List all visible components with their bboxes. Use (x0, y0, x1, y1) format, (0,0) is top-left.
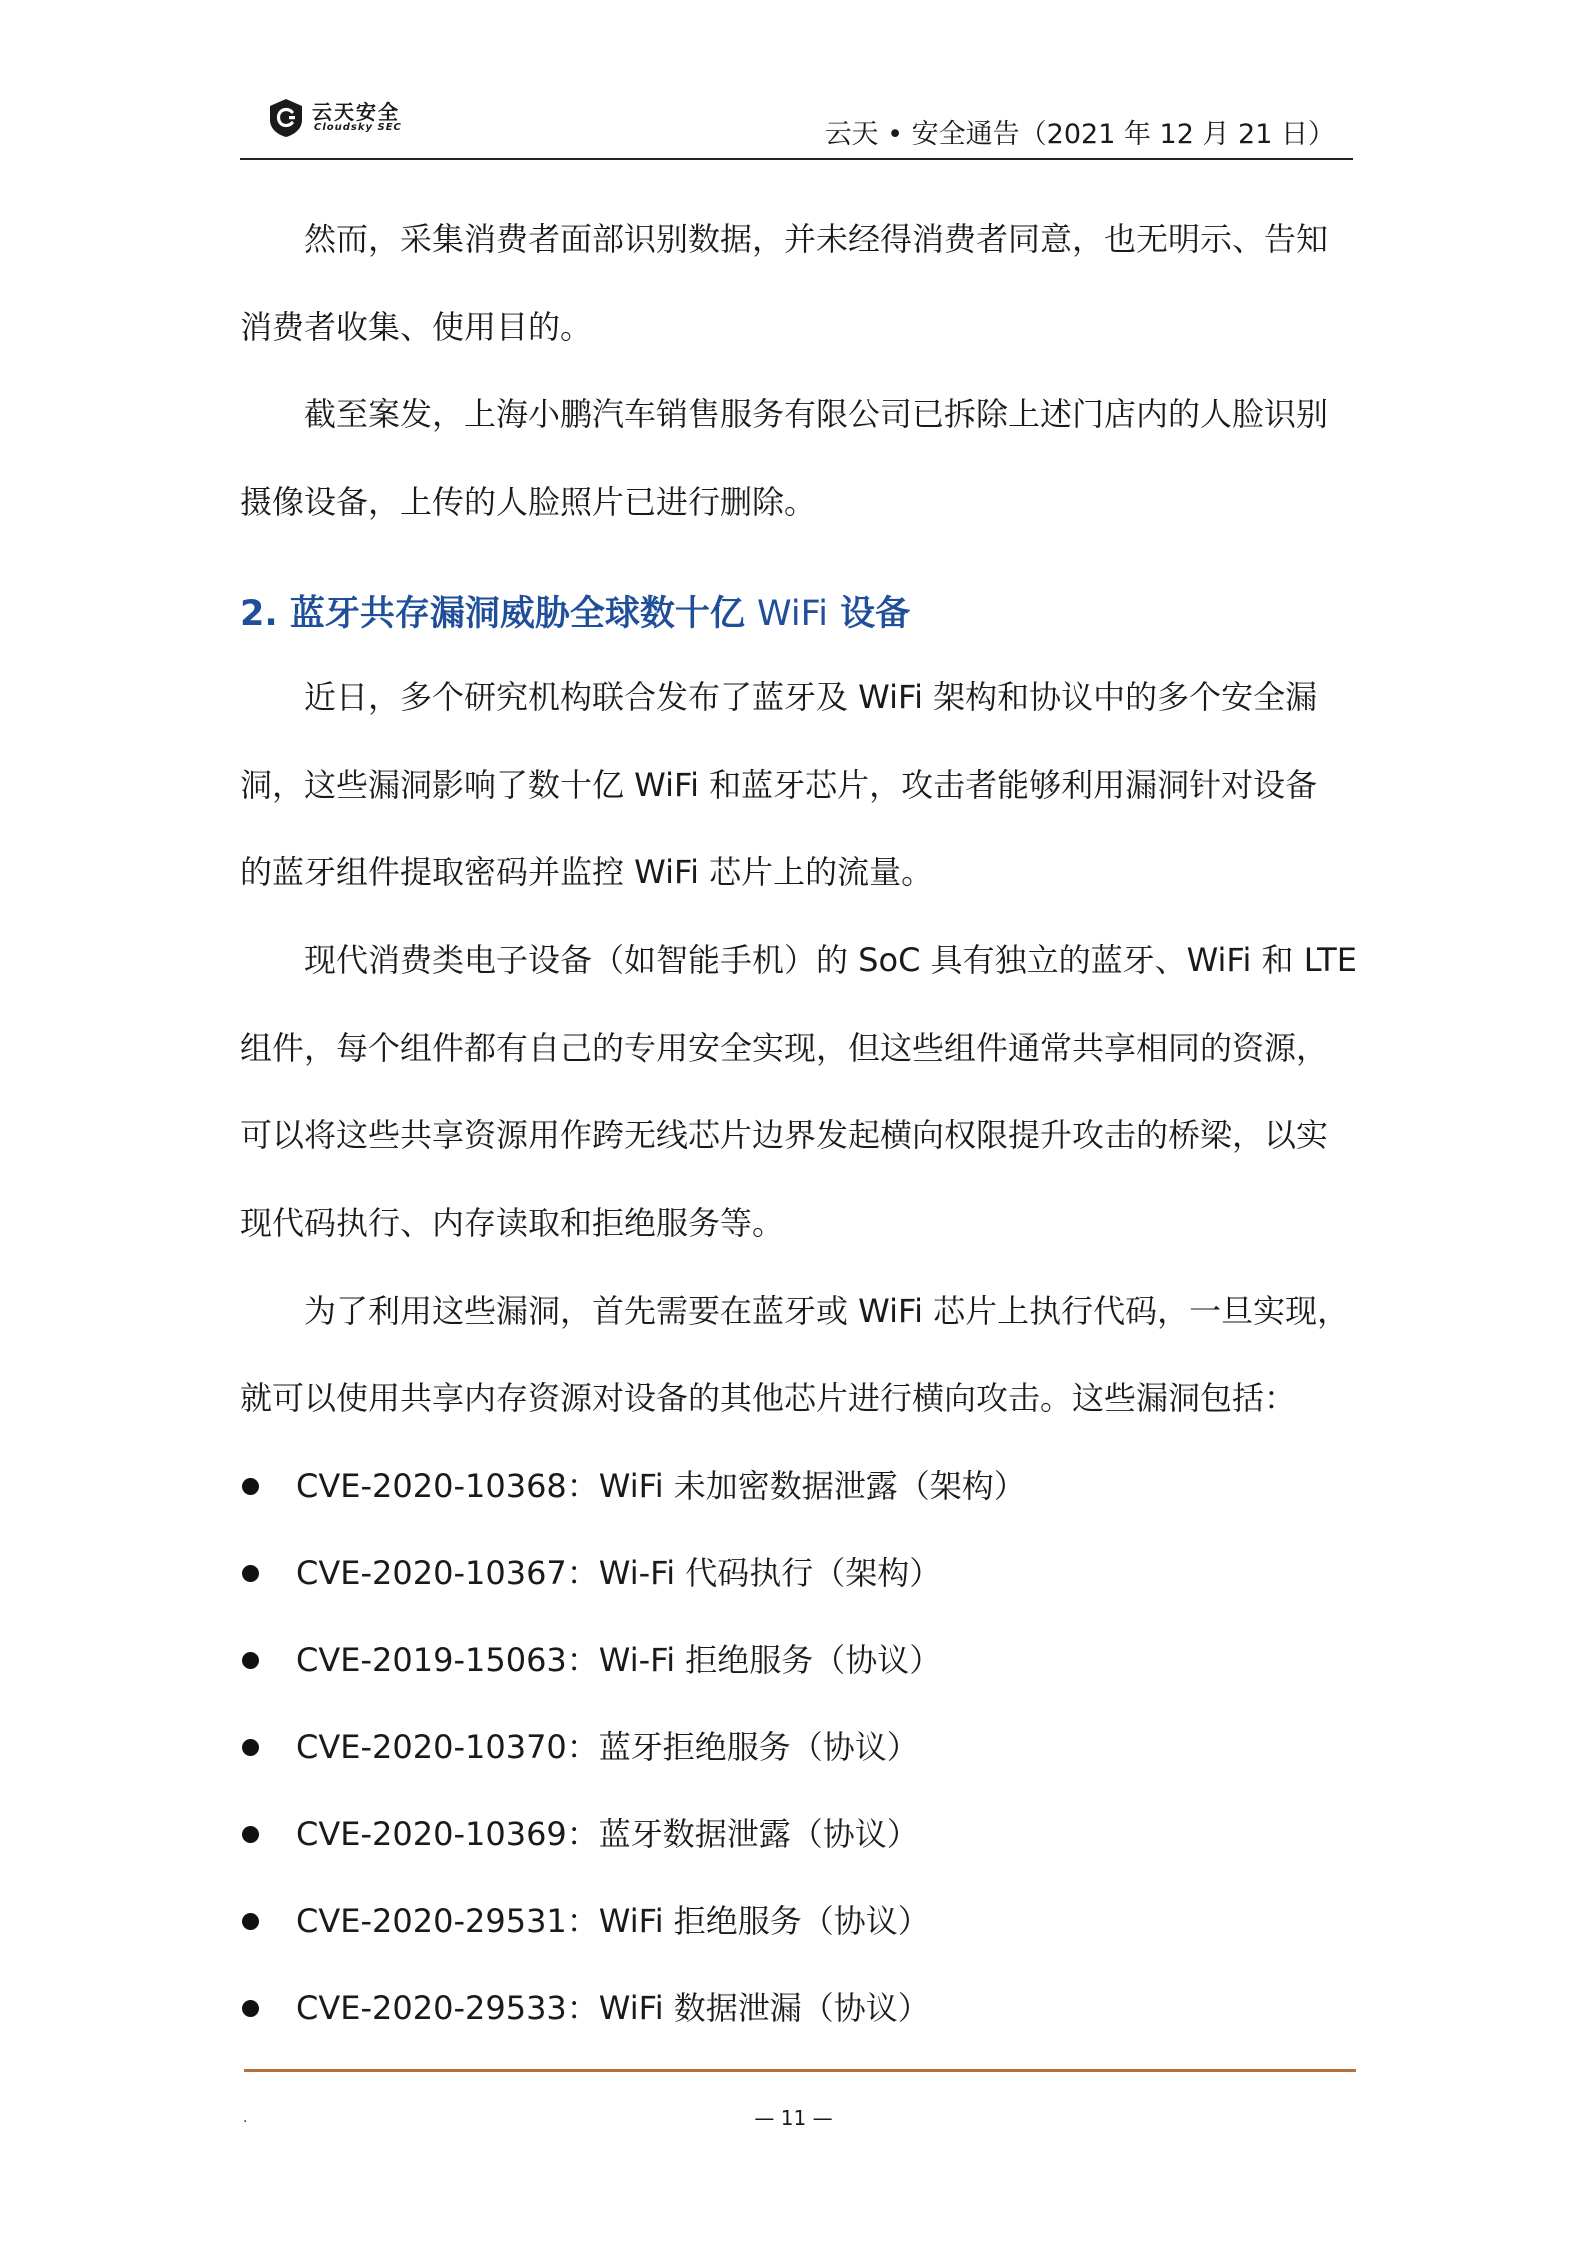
cve-list-item (240, 1814, 1340, 1854)
paragraph-line: 现代消费类电子设备（如智能手机）的 SoC 具有独立的蓝牙、WiFi 和 LTE (304, 941, 1357, 979)
paragraph-line: 消费者收集、使用目的。 (240, 308, 593, 346)
paragraph-line: 就可以使用共享内存资源对设备的其他芯片进行横向攻击。这些漏洞包括： (240, 1379, 1297, 1417)
section-title-latin: WiFi (757, 594, 828, 634)
paragraph-line: 摄像设备，上传的人脸照片已进行删除。 (240, 483, 817, 521)
cve-list-item (240, 1553, 1340, 1593)
cve-item-text: CVE-2020-10367：Wi-Fi 代码执行（架构） (296, 1554, 942, 1592)
bullet-icon (242, 1565, 259, 1582)
paragraph-line: 近日，多个研究机构联合发布了蓝牙及 WiFi 架构和协议中的多个安全漏 (304, 678, 1318, 716)
section-title-end: 设备 (840, 594, 911, 634)
header-title: 云天 • 安全通告（2021 年 12 月 21 日） (824, 119, 1335, 150)
cve-item-text: CVE-2020-10370：蓝牙拒绝服务（协议） (296, 1728, 919, 1766)
cve-item-text: CVE-2019-15063：Wi-Fi 拒绝服务（协议） (296, 1641, 942, 1679)
footer-mark: . (243, 2110, 248, 2126)
bullet-icon (242, 1478, 259, 1495)
paragraph-line: 可以将这些共享资源用作跨无线芯片边界发起横向权限提升攻击的桥梁，以实 (240, 1116, 1329, 1154)
shield-logo-icon (268, 98, 304, 138)
bullet-icon (242, 2000, 259, 2017)
paragraph-line: 然而，采集消费者面部识别数据，并未经得消费者同意，也无明示、告知 (304, 220, 1329, 258)
cve-item-text: CVE-2020-10369：蓝牙数据泄露（协议） (296, 1815, 919, 1853)
section-number: 2. (240, 594, 278, 634)
section-title-main: 蓝牙共存漏洞威胁全球数十亿 (289, 594, 745, 634)
paragraph-line: 为了利用这些漏洞，首先需要在蓝牙或 WiFi 芯片上执行代码，一旦实现， (304, 1292, 1350, 1330)
paragraph-line: 截至案发，上海小鹏汽车销售服务有限公司已拆除上述门店内的人脸识别 (304, 395, 1329, 433)
paragraph-line: 现代码执行、内存读取和拒绝服务等。 (240, 1204, 785, 1242)
page-number: — 11 — (754, 2106, 833, 2130)
cve-list-item (240, 1901, 1340, 1941)
cve-list-item (240, 1466, 1340, 1506)
paragraph-line: 的蓝牙组件提取密码并监控 WiFi 芯片上的流量。 (240, 853, 934, 891)
cve-list-item (240, 1988, 1340, 2028)
logo-english-name: Cloudsky SEC (314, 122, 402, 133)
section-heading (240, 592, 910, 636)
cve-item-text: CVE-2020-29533：WiFi 数据泄漏（协议） (296, 1989, 930, 2027)
bullet-icon (242, 1913, 259, 1930)
bullet-icon (242, 1739, 259, 1756)
cve-list-item (240, 1727, 1340, 1767)
header-divider (240, 158, 1353, 160)
bullet-icon (242, 1652, 259, 1669)
footer-divider (244, 2069, 1356, 2072)
cve-item-text: CVE-2020-29531：WiFi 拒绝服务（协议） (296, 1902, 930, 1940)
cve-list-item (240, 1640, 1340, 1680)
cve-item-text: CVE-2020-10368：WiFi 未加密数据泄露（架构） (296, 1467, 1026, 1505)
paragraph-line: 洞，这些漏洞影响了数十亿 WiFi 和蓝牙芯片，攻击者能够利用漏洞针对设备 (240, 766, 1318, 804)
logo-chinese-name: 云天安全 (312, 100, 400, 124)
brand-logo (268, 96, 438, 142)
paragraph-line: 组件，每个组件都有自己的专用安全实现，但这些组件通常共享相同的资源， (240, 1029, 1329, 1067)
bullet-icon (242, 1826, 259, 1843)
